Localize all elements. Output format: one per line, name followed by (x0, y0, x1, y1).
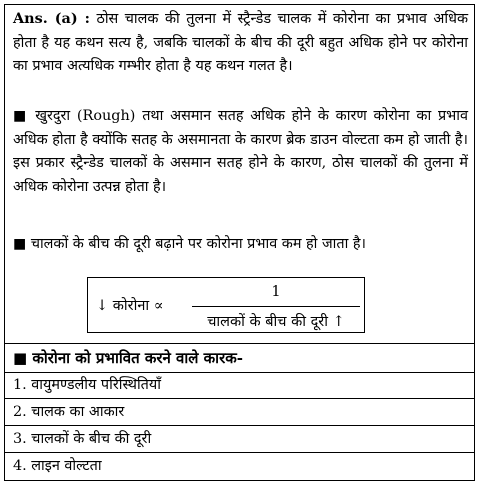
factors-list (5, 372, 474, 480)
factor-4: 4. लाइन वोल्टता (13, 458, 102, 474)
point-rough-surface-text: खुरदुरा (Rough) तथा असमान सतह अधिक होने के कारण कोरोना का प्रभाव अधिक होता है क्योंकि सतह के असमानता के कारण ब्रेक डाउन वोल्टता कम हो जाती है। इस प्रकार स्ट्रैन्डेड चालकों के असमान सतह होने के कारण, ठोस चालकों की तुलना में अधिक कोरोना उत्पन्न होता है। (13, 108, 469, 195)
formula-denominator-line (192, 310, 360, 334)
formula-left (96, 295, 164, 315)
point-spacing-text: चालकों के बीच की दूरी बढ़ाने पर कोरोना प्रभाव कम हो जाता है। (30, 236, 366, 252)
proportional-symbol: ∝ (153, 298, 164, 314)
explanation-section (5, 5, 474, 343)
formula-box (87, 277, 365, 333)
list-item (5, 399, 474, 426)
square-bullet-icon: ■ (13, 108, 29, 124)
up-arrow-icon: ↑ (332, 314, 345, 330)
formula-corona: कोरोना (112, 298, 150, 314)
list-item (5, 426, 474, 453)
factors-heading: ■ कोरोना को प्रभावित करने वाले कारक- (13, 349, 243, 367)
list-item (5, 372, 474, 399)
answer-page (4, 4, 475, 481)
factor-2: 2. चालक का आकार (13, 404, 125, 420)
factor-3: 3. चालकों के बीच की दूरी (13, 431, 152, 447)
point-rough-surface (13, 105, 468, 199)
fraction-bar (192, 306, 360, 307)
factors-heading-row (5, 343, 474, 373)
list-item (5, 453, 474, 480)
factor-1: 1. वायुमण्डलीय परिस्थितियाँ (13, 377, 161, 393)
answer-paragraph (13, 7, 468, 79)
down-arrow-icon: ↓ (96, 298, 109, 314)
answer-text: ठोस चालक की तुलना में स्ट्रैन्डेड चालक में कोरोना का प्रभाव अधिक होता है यह कथन सत्य है, जबकि चालकों के बीच की दूरी बहुत अधिक होने पर कोरोना का प्रभाव अत्यधिक गम्भीर होता है यह कथन गलत है। (13, 11, 469, 74)
formula-denominator: चालकों के बीच की दूरी (207, 314, 328, 330)
point-spacing (13, 233, 468, 257)
formula-numerator: 1 (271, 284, 281, 300)
answer-label: Ans. (a) : (13, 10, 90, 27)
formula-fraction (192, 280, 360, 334)
square-bullet-icon: ■ (13, 236, 27, 252)
